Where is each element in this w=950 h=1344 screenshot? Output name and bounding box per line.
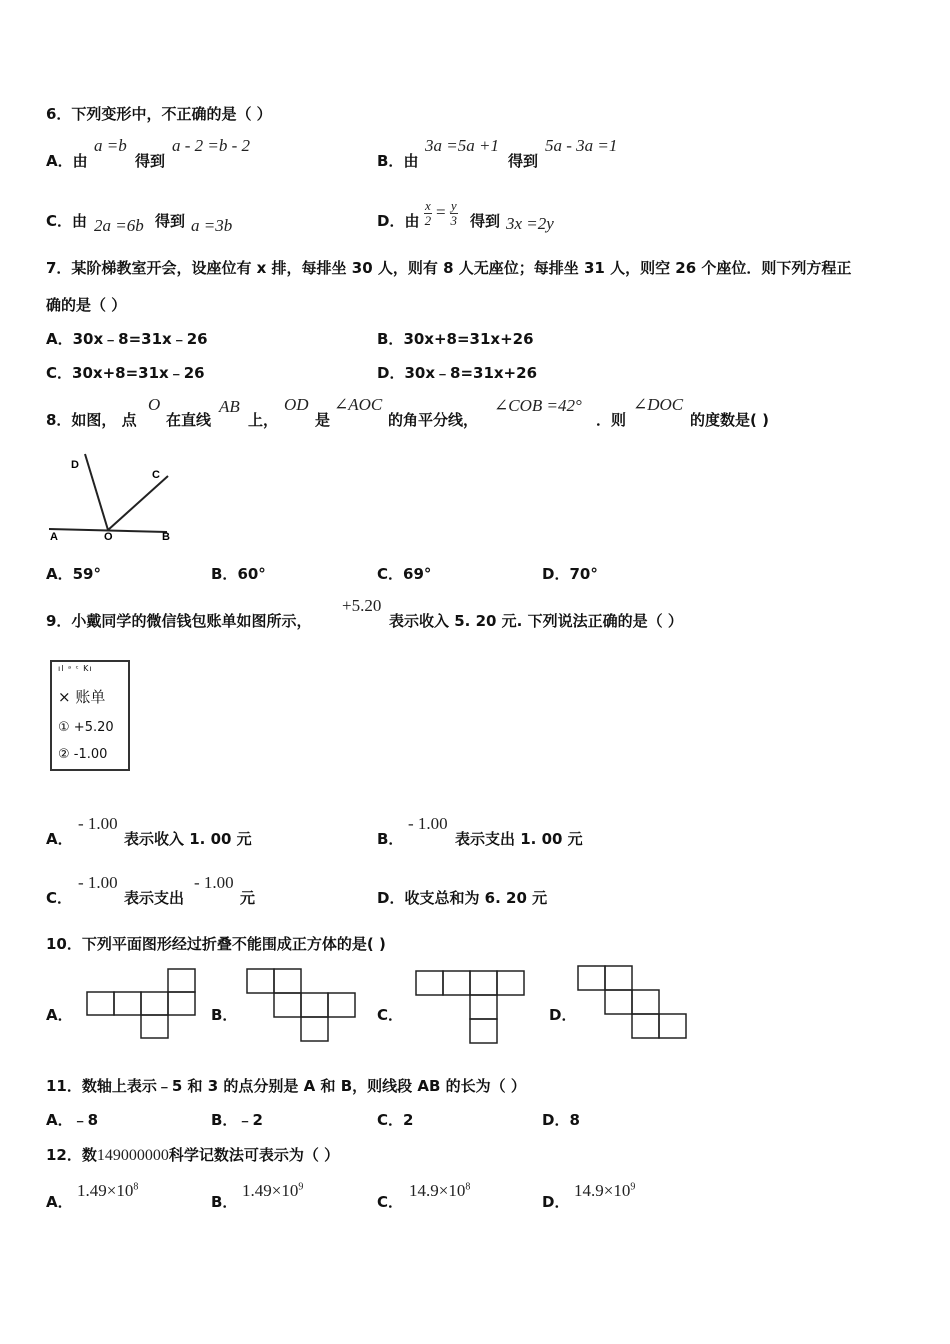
q8-option-a[interactable] — [46, 563, 101, 584]
q9-stem-p2: 表示收入 5. 20 元. 下列说法正确的是（ ） — [389, 612, 683, 630]
q6-b-mid: 得到 — [508, 152, 539, 170]
option-text: 59° — [72, 565, 101, 583]
option-label: A． — [46, 1111, 73, 1129]
circled-one-icon: ① — [58, 720, 70, 735]
label-c: C — [152, 469, 160, 481]
option-text: 由 — [403, 152, 419, 170]
q8-stem-p5: 的角平分线， — [388, 411, 479, 429]
circled-two-icon: ② — [58, 747, 70, 762]
option-label: C． — [377, 1111, 404, 1129]
q9-option-c-text: 表示支出 — [124, 889, 185, 907]
bill-title: 账单 — [75, 688, 106, 706]
q6-a-math1: a =b — [94, 136, 127, 155]
q8-stem-p6: ．则 — [596, 411, 627, 429]
ray-od — [85, 454, 108, 530]
option-label: C． — [46, 212, 73, 230]
label-b: B — [162, 531, 170, 543]
option-label: B． — [211, 1111, 238, 1129]
q10-option-b-label[interactable]: B． — [211, 1006, 238, 1024]
q10-net-d — [577, 965, 695, 1045]
option-text: 60° — [237, 565, 266, 583]
q7-option-a[interactable] — [46, 328, 208, 349]
q6-c-mid: 得到 — [155, 212, 186, 230]
q8-stem-p4: 是 — [315, 411, 331, 429]
option-label: B． — [377, 152, 404, 170]
bill-status-bar: ıl ᵃ ᶜ Kı — [58, 664, 93, 673]
q9-option-b-math: - 1.00 — [408, 814, 448, 833]
q12-option-b-label[interactable]: B． — [211, 1193, 238, 1211]
sci-exponent: 8 — [465, 1181, 471, 1193]
option-label: C． — [46, 364, 73, 382]
option-text: 8 — [569, 1111, 580, 1129]
q8-stem-p3: 上， — [248, 411, 279, 429]
option-label: D． — [377, 364, 405, 382]
sci-exponent: 9 — [630, 1181, 636, 1193]
equals-sign: = — [436, 202, 446, 222]
option-label: A． — [46, 330, 73, 348]
q9-option-a-text: 表示收入 1. 00 元 — [124, 830, 252, 848]
option-label: A． — [46, 152, 73, 170]
q8-stem-p2: 在直线 — [166, 411, 212, 429]
q9-option-b-label[interactable]: B． — [377, 830, 404, 848]
bill-header — [58, 686, 105, 707]
option-text: 30x﹣8=31x+26 — [404, 364, 537, 382]
q8-option-d[interactable] — [542, 563, 598, 584]
q8-math-aoc: ∠AOC — [334, 395, 383, 414]
q11-option-b[interactable] — [211, 1109, 263, 1130]
bill-amount: -1.00 — [73, 747, 108, 762]
q9-math: +5.20 — [342, 596, 382, 615]
sci-base: 14.9×10 — [574, 1181, 631, 1200]
stem-number: 149000000 — [96, 1147, 169, 1164]
q6-c-math1: 2a =6b — [94, 216, 144, 235]
q12-option-c-math — [409, 1181, 470, 1201]
q6-option-c[interactable] — [46, 210, 87, 231]
option-label: D． — [542, 1111, 570, 1129]
q9-option-c-label[interactable]: C． — [46, 889, 73, 907]
sci-exponent: 9 — [298, 1181, 304, 1193]
q9-option-b-text: 表示支出 1. 00 元 — [455, 830, 583, 848]
bill-screenshot — [50, 660, 130, 771]
q7-stem-line1: 7．某阶梯教室开会，设座位有 x 排，每排坐 30 人，则有 8 人无座位；每排坐 31 人，则空 26 个座位．则下列方程正 — [46, 259, 852, 277]
q10-net-c — [415, 970, 530, 1045]
q9-option-a-label[interactable]: A． — [46, 830, 73, 848]
q12-option-b-math — [242, 1181, 303, 1201]
q6-d-math2: 3x =2y — [506, 214, 554, 233]
q11-option-d[interactable] — [542, 1109, 580, 1130]
q11-option-c[interactable] — [377, 1109, 413, 1130]
q9-option-d[interactable] — [377, 887, 547, 908]
q7-option-b[interactable] — [377, 328, 534, 349]
q12-option-a-label[interactable]: A． — [46, 1193, 73, 1211]
q6-option-b[interactable] — [377, 150, 418, 171]
option-text: 2 — [403, 1111, 414, 1129]
option-text: 69° — [403, 565, 432, 583]
q10-net-a — [86, 968, 206, 1043]
q6-d-fractions — [424, 199, 458, 228]
option-label: D． — [377, 212, 405, 230]
bill-amount: +5.20 — [73, 720, 114, 735]
q12-option-a-math — [77, 1181, 138, 1201]
q10-option-d-label[interactable]: D． — [549, 1006, 577, 1024]
label-d: D — [71, 459, 79, 471]
option-text: 由 — [72, 212, 88, 230]
option-text: 30x+8=31x﹣26 — [72, 364, 205, 382]
q9-stem-p1: 9．小戴同学的微信钱包账单如图所示， — [46, 612, 312, 630]
option-text: 30x﹣8=31x﹣26 — [72, 330, 208, 348]
q10-stem: 10．下列平面图形经过折叠不能围成正方体的是( ) — [46, 935, 386, 953]
ray-oc — [108, 476, 168, 530]
option-text: 由 — [72, 152, 88, 170]
q9-option-c-text2: 元 — [240, 889, 256, 907]
q11-stem: 11．数轴上表示﹣5 和 3 的点分别是 A 和 B，则线段 AB 的长为（ ） — [46, 1077, 526, 1095]
option-label: B． — [377, 330, 404, 348]
q8-math-doc: ∠DOC — [633, 395, 684, 414]
close-icon: × — [58, 688, 71, 706]
q10-option-c-label[interactable]: C． — [377, 1006, 404, 1024]
frac-numerator: x — [425, 198, 431, 213]
q11-option-a[interactable] — [46, 1109, 98, 1130]
stem-text: 12．数 — [46, 1146, 97, 1164]
stem-text: 科学记数法可表示为（ ） — [168, 1146, 340, 1164]
label-o: O — [104, 531, 113, 543]
bill-row-1 — [58, 720, 114, 735]
sci-base: 1.49×10 — [77, 1181, 134, 1200]
option-text: ﹣2 — [237, 1111, 263, 1129]
q6-stem: 6．下列变形中，不正确的是（ ） — [46, 105, 272, 123]
q8-option-b[interactable] — [211, 563, 266, 584]
option-label: A． — [46, 565, 73, 583]
q8-math-cob: ∠COB =42° — [494, 396, 582, 415]
q6-c-math2: a =3b — [191, 216, 233, 235]
option-label: C． — [377, 565, 404, 583]
bill-row-2 — [58, 747, 107, 762]
frac-numerator: y — [450, 198, 457, 213]
option-label: D． — [377, 889, 405, 907]
frac-denominator: 3 — [450, 213, 458, 228]
q8-option-c[interactable] — [377, 563, 431, 584]
q12-option-d-label[interactable]: D． — [542, 1193, 570, 1211]
q8-math-ab: AB — [219, 397, 240, 416]
q6-option-d[interactable] — [377, 210, 419, 231]
sci-exponent: 8 — [133, 1181, 139, 1193]
frac-denominator: 2 — [424, 213, 432, 228]
q7-option-c[interactable] — [46, 362, 205, 383]
sci-base: 1.49×10 — [242, 1181, 299, 1200]
q6-a-math2: a - 2 =b - 2 — [172, 136, 251, 155]
q7-option-d[interactable] — [377, 362, 537, 383]
option-text: 70° — [569, 565, 598, 583]
option-text: ﹣8 — [72, 1111, 99, 1129]
q10-net-b — [246, 968, 361, 1043]
q6-b-math1: 3a =5a +1 — [425, 136, 499, 155]
option-text: 收支总和为 6. 20 元 — [404, 889, 548, 907]
q8-math-od: OD — [284, 395, 309, 414]
option-label: B． — [211, 565, 238, 583]
q9-option-a-math: - 1.00 — [78, 814, 118, 833]
q7-stem-line2: 确的是（ ） — [46, 296, 127, 314]
q12-option-c-label[interactable]: C． — [377, 1193, 404, 1211]
option-text: 由 — [404, 212, 420, 230]
q8-angle-figure — [45, 452, 185, 547]
q6-d-mid: 得到 — [470, 212, 501, 230]
q8-stem-p1: 8．如图， 点 — [46, 411, 137, 429]
q8-math-o: O — [148, 395, 161, 414]
label-a: A — [50, 531, 58, 543]
sci-base: 14.9×10 — [409, 1181, 466, 1200]
q6-b-math2: 5a - 3a =1 — [545, 136, 618, 155]
q12-option-d-math — [574, 1181, 635, 1201]
option-text: 30x+8=31x+26 — [403, 330, 534, 348]
q6-a-mid: 得到 — [135, 152, 166, 170]
q8-stem-p7: 的度数是( ) — [690, 411, 769, 429]
q10-option-a-label[interactable]: A． — [46, 1006, 73, 1024]
q6-option-a[interactable] — [46, 150, 88, 171]
q12-stem — [46, 1144, 339, 1165]
q9-option-c-math2: - 1.00 — [194, 873, 234, 892]
q9-option-c-math: - 1.00 — [78, 873, 118, 892]
option-label: D． — [542, 565, 570, 583]
